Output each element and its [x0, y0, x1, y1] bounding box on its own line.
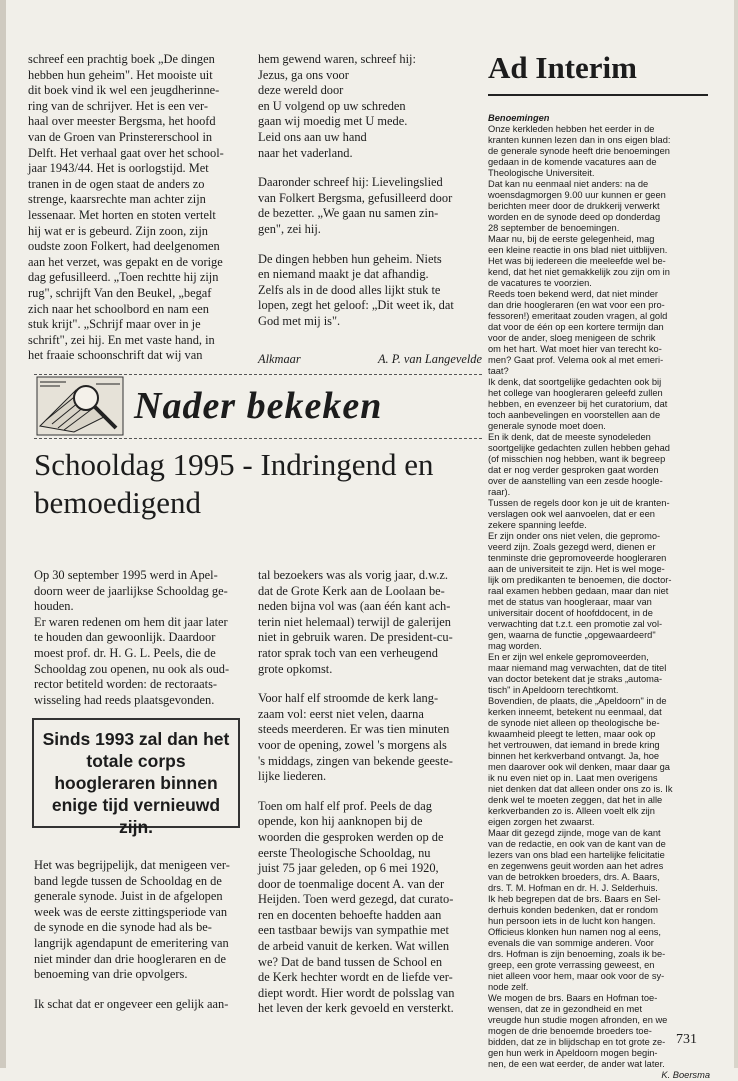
- text-line: tenminste drie gepromoveerde hoogleraren: [488, 553, 667, 563]
- text-line: eerste Theologische Schooldag, nu: [258, 845, 431, 860]
- text-line: gen hun werk in Apeldoorn mogen begin-: [488, 1048, 658, 1058]
- text-line: vreugde hun studie mogen afronden, en we: [488, 1015, 668, 1025]
- text-line: Toen om half elf prof. Peels de dag: [258, 798, 432, 813]
- text-line: verslagen ook wel aanvoelen, dat er een: [488, 509, 655, 519]
- page-binding-edge: [0, 0, 6, 1068]
- text-line: We mogen de brs. Baars en Hofman toe-: [488, 993, 658, 1003]
- text-line: men daarover ook wil denken, maar daar ga: [488, 762, 670, 772]
- text-line: neden bijna vol was (aan één kant ach-: [258, 599, 451, 614]
- text-line: Heijden. Toen werd gezegd, dat curato-: [258, 892, 454, 907]
- poem-intro: hem gewend waren, schreef hij:: [258, 52, 416, 66]
- text-line: het vertrouwen, dat iemand in brede kring: [488, 740, 660, 750]
- signature-place: Alkmaar: [258, 351, 301, 366]
- text-line: terin niet helemaal) terwijl de galerijen: [258, 614, 451, 629]
- text-line: dan drie hoogleraren (en wat voor een pro-: [488, 300, 665, 310]
- text-line: Het was begrijpelijk, dat menigeen ver-: [34, 858, 230, 872]
- paragraph: [34, 858, 244, 983]
- text-line: de arbeid vanuit de kerken. Wat willen: [258, 939, 450, 954]
- text-line: (of misschien nog hebben, want ik begreep: [488, 454, 666, 464]
- text-line: van doctor betekent dat je straks „automa-: [488, 674, 663, 684]
- text-line: stuk krijt". „Schrijf maar over in je: [28, 317, 201, 332]
- text-line: strenge, kaarsrechte man achter zijn: [28, 192, 206, 207]
- text-line: rator sprak toch van een verheugend: [258, 645, 438, 660]
- text-line: gaan wij moedig met U mede.: [258, 114, 408, 129]
- text-line: rug", schrijft Van den Beukel, „begaf: [28, 285, 212, 300]
- text-line: deze wereld door: [258, 83, 344, 98]
- text-line: een tastbaar bewijs van sympathie met: [258, 923, 449, 938]
- text-line: aan de universiteit te zijn. Het is wel moge-: [488, 564, 665, 574]
- text-line: het fraaie schoonschrift dat wij van: [28, 348, 203, 363]
- text-line: Ik schat dat er ongeveer een gelijk aan-: [34, 996, 229, 1011]
- text-line: Tussen de regels door kon je uit de kranten-: [488, 498, 670, 508]
- text-line: Voor half elf stroomde de kerk lang-: [258, 691, 439, 706]
- article-top-mid-column: [258, 52, 482, 367]
- text-line: van Folkert Bergsma, gefusilleerd door: [258, 190, 453, 205]
- text-line: voor de ander, sloeg menigeen de schrik: [488, 333, 656, 343]
- text-line: greep, een grote verrassing geweest, en: [488, 960, 655, 970]
- page-number: 731: [676, 1032, 697, 1047]
- text-line: derhuis konden bedenken, dat er rondom: [488, 905, 659, 915]
- text-line: veerd zijn. Zoals gezegd werd, dienen er: [488, 542, 656, 552]
- text-line: Daaronder schreef hij: Lievelingslied: [258, 175, 443, 190]
- text-line: Er zijn onder ons niet velen, die gepromo-: [488, 531, 661, 541]
- text-line: God met mij is".: [258, 313, 341, 328]
- text-line: en zegenwens geuit worden aan het adres: [488, 861, 664, 871]
- text-line: grote opkomst.: [258, 661, 333, 676]
- text-line: berichten meer door de drukkerij verwerkt: [488, 201, 660, 211]
- text-line: dag gefusilleerd. „Toen rechtte hij zijn: [28, 270, 219, 285]
- text-line: Maar nu, bij de eerste gelegenheid, mag: [488, 234, 655, 244]
- text-line: Bovendien, de plaats, die „Apeldoorn" in de: [488, 696, 667, 706]
- ad-interim-column: [488, 113, 710, 1081]
- paragraph: [34, 568, 244, 708]
- text-line: aan het verzet, was gepakt en de vorige: [28, 254, 223, 269]
- text-line: van de betrokken broeders, drs. A. Baars,: [488, 872, 660, 882]
- paragraph: [258, 252, 482, 330]
- text-line: Delft. Het verhaal gaat over het school-: [28, 145, 224, 160]
- text-line: drs. Hofman is zijn benoeming, zoals ik be-: [488, 949, 666, 959]
- text-line: voor de opening, zowel 's morgens als: [258, 737, 447, 752]
- text-line: hun persoon iets in de lucht kon hangen.: [488, 916, 656, 926]
- text-line: de generale synode heeft drie benoemingen: [488, 146, 670, 156]
- text-line: ren en docenten behoefte hadden aan: [258, 907, 442, 922]
- text-line: Schooldag zou openen, nu ook als oud-: [34, 661, 230, 676]
- article-column-2: [258, 568, 476, 1017]
- article-column-1-continued: [34, 858, 244, 1012]
- text-line: toch aanbevelingen en voorstellen aan de: [488, 410, 661, 420]
- text-line: kwaamheid pleegt te letten, maar ook op: [488, 729, 656, 739]
- text-line: benoeming van drie opvolgers.: [34, 967, 188, 982]
- text-line: tal bezoekers was als vorig jaar, d.w.z.: [258, 568, 448, 582]
- nader-bekeken-banner: [34, 372, 482, 440]
- text-line: generale synode moet doen.: [488, 421, 606, 431]
- text-line: gen, waarna de functie „opgewaardeerd": [488, 630, 656, 640]
- text-line: over de aanstelling van een zesde hoogle-: [488, 476, 663, 486]
- paragraph: [258, 799, 476, 1017]
- text-line: men? Gaat prof. Velema ook al met emeri-: [488, 355, 664, 365]
- text-line: dat er nog verder gesproken gaat worden: [488, 465, 659, 475]
- text-line: een kleine reactie in ons blad niet uitblijven.: [488, 245, 668, 255]
- text-line: zaam vol: eerst niet velen, daarna: [258, 706, 424, 721]
- text-line: tisch" in Apeldoorn terechtkomt.: [488, 685, 619, 695]
- signature-author: A. P. van Langevelde: [377, 351, 482, 366]
- text-line: hebben hun geheim". Het mooiste uit: [28, 67, 213, 82]
- paragraph: [258, 691, 476, 785]
- text-line: woensdagmorgen 9.00 uur kunnen er geen: [488, 190, 666, 200]
- text-line: node zelf.: [488, 982, 529, 992]
- text-line: niet denken dat dat alleen onder ons zo is. Ik: [488, 784, 673, 794]
- text-line: 28 september de benoemingen.: [488, 223, 620, 233]
- text-line: Theologische Universiteit.: [488, 168, 595, 178]
- text-line: mag worden.: [488, 641, 542, 651]
- text-line: Dat kan nu eenmaal niet anders: na de: [488, 179, 649, 189]
- text-line: hebben, en evenzeer bij het curatorium, dat: [488, 399, 668, 409]
- text-line: En er zijn wel enkele gepromoveerden,: [488, 652, 649, 662]
- text-line: denk wel te moeten zeggen, dat het in alle: [488, 795, 663, 805]
- text-line: band legde tussen de Schooldag en de: [34, 873, 222, 888]
- text-line: doorn weer de jaarlijkse Schooldag ge-: [34, 583, 228, 598]
- text-line: schrift", zei hij. En met vaste hand, in: [28, 332, 215, 347]
- text-line: eigen zorgen het zwaarst.: [488, 817, 595, 827]
- text-line: zekere spanning leefde.: [488, 520, 587, 530]
- text-line: Er waren redenen om hem dit jaar later: [34, 614, 228, 629]
- article-column-1: [34, 568, 244, 708]
- text-line: Onze kerkleden hebben het eerder in de: [488, 124, 655, 134]
- text-line: nen, de een wat eerder, de ander wat later.: [488, 1059, 665, 1069]
- text-line: het college van hoogleraren geleefd zullen: [488, 388, 663, 398]
- text-line: kend, dat het niet gemakkelijk zou zijn om in: [488, 267, 670, 277]
- text-line: binnen het kerkverband ontvangt. Ja, hoe: [488, 751, 660, 761]
- text-line: diept wordt. Hier wordt de polsslag van: [258, 985, 455, 1000]
- magnifier-illustration: [36, 376, 124, 436]
- text-line: zich naar het schoolbord en nam een: [28, 301, 209, 316]
- section-heading: Benoemingen: [488, 113, 550, 123]
- text-line: gedaan in de komende vacatures aan de: [488, 157, 657, 167]
- text-line: kranten kunnen lezen dan in ons eigen blad:: [488, 135, 671, 145]
- text-line: fessoren!) emeritaat zouden vragen, al gold: [488, 311, 668, 321]
- text-line: wisseling had reeds plaatsgevonden.: [34, 692, 215, 707]
- text-line: lezers van ons blad een hartelijke felicitatie: [488, 850, 665, 860]
- text-line: woorden die gesproken werden op de: [258, 829, 444, 844]
- text-line: rector betiteld worden: de rectoraats-: [34, 677, 218, 692]
- text-line: kerken inneemt, betekent nu eenmaal, dat: [488, 707, 662, 717]
- text-line: mogen de drie benoemde broeders toe-: [488, 1026, 652, 1036]
- text-line: soortgelijke gedachten zullen hebben gehad: [488, 443, 670, 453]
- text-line: taat?: [488, 366, 509, 376]
- text-line: de synode en die synode had als be-: [34, 920, 212, 935]
- paragraph: [258, 568, 476, 677]
- text-line: lessenaar. Met horten en stoten vertelt: [28, 207, 216, 222]
- text-line: generale synode. Juist in de afgelopen: [34, 889, 223, 904]
- text-line: 's middags, zingen van bekende geeste-: [258, 753, 453, 768]
- text-lines: [28, 52, 250, 364]
- text-line: ik nu even niet op in. Laat men overigens: [488, 773, 658, 783]
- text-line: Jezus, ga ons voor: [258, 67, 349, 82]
- text-line: van de Groen van Prinstererschool in: [28, 129, 213, 144]
- text-line: we? Dat de band tussen de School en: [258, 954, 443, 969]
- article-headline: Schooldag 1995 - Indringend en bemoedigend: [34, 447, 434, 520]
- text-line: de vacatures te voorzien.: [488, 278, 592, 288]
- text-line: worden en de synode deed op donderdag: [488, 212, 661, 222]
- text-line: moest prof. dr. H. G. L. Peels, die de: [34, 645, 216, 660]
- text-line: kerkverbanden zo is. Alleen voelt elk zijn: [488, 806, 655, 816]
- text-line: raar).: [488, 487, 511, 497]
- text-line: houden.: [34, 599, 74, 614]
- text-line: raal examen hebben gedaan, maar dan niet: [488, 586, 669, 596]
- text-line: opende, kon hij aanknopen bij de: [258, 814, 423, 829]
- text-line: naar het vaderland.: [258, 145, 353, 160]
- text-line: jaar 1943/44. Het is oorlogstijd. Met: [28, 161, 209, 176]
- article-signature: [258, 352, 482, 368]
- text-line: lijk om predikanten te benoemen, die doctor-: [488, 575, 672, 585]
- ad-interim-text: [488, 124, 710, 1070]
- text-line: Ik heb begrepen dat de brs. Baars en Sel-: [488, 894, 661, 904]
- text-line: verwachting dat t.z.t. een promotie zal vol-: [488, 619, 663, 629]
- text-line: dat de Grote Kerk aan de Loolaan be-: [258, 583, 445, 598]
- ad-interim-signature: K. Boersma: [661, 1070, 710, 1080]
- text-line: ring van de schrijver. Het is een ver-: [28, 98, 209, 113]
- text-line: Officieus klonken hun namen nog al eens,: [488, 927, 661, 937]
- text-line: te houden dan gewoonlijk. Daardoor: [34, 630, 216, 645]
- text-line: Zelfs als in de dood alles lijkt stuk te: [258, 282, 441, 297]
- text-line: door de toenmalige docent A. van der: [258, 876, 445, 891]
- text-line: niet minder dan drie hoogleraren en de: [34, 951, 226, 966]
- text-line: Maar dit gezegd zijnde, moge van de kant: [488, 828, 661, 838]
- text-line: bidden, dat ze in blijdschap en tot grote ze-: [488, 1037, 666, 1047]
- paragraph: [258, 175, 482, 237]
- text-line: Reeds toen bekend werd, dat niet minder: [488, 289, 659, 299]
- text-line: steeds meerderen. Er was tien minuten: [258, 722, 450, 737]
- article-top-left-column: [28, 52, 250, 364]
- text-line: dit boek vind ik wel een jeugdherinne-: [28, 83, 220, 98]
- page-right-edge: [734, 0, 738, 1068]
- text-line: En ik denk, dat de meeste synodeleden: [488, 432, 651, 442]
- text-line: lijke liederen.: [258, 769, 327, 784]
- text-line: dat voor de één op een kortere termijn dan: [488, 322, 664, 332]
- text-line: lopen, zegt het geloof: „Dit weet ik, dat: [258, 298, 454, 313]
- text-line: om het hart. Wat moet hier van terecht ko-: [488, 344, 662, 354]
- text-line: niet in gebruik waren. De president-cu-: [258, 630, 453, 645]
- text-line: gen", zei hij.: [258, 221, 321, 236]
- banner-rule-top: [34, 374, 482, 375]
- text-line: met de status van hoogleraar, maar van: [488, 597, 652, 607]
- text-line: en niemand maakt je dat afhandig.: [258, 267, 429, 282]
- text-line: wensen, dat ze in gezondheid en met: [488, 1004, 643, 1014]
- ad-interim-title: Ad Interim: [488, 50, 708, 96]
- text-line: het leven der kerk gevoeld en versterkt.: [258, 1001, 454, 1016]
- text-line: schreef een prachtig boek „De dingen: [28, 52, 215, 66]
- text-line: de bezetter. „We gaan nu samen zin-: [258, 206, 439, 221]
- text-line: maar niemand mag verwachten, dat de titel: [488, 663, 667, 673]
- text-line: haal over meester Bergsma, het hoofd: [28, 114, 216, 129]
- text-line: niet alleen voor hem, maar ook voor de sy-: [488, 971, 665, 981]
- nader-bekeken-title: Nader bekeken: [134, 385, 383, 427]
- text-line: van de redactie, en ook van de kant van de: [488, 839, 666, 849]
- pull-quote: Sinds 1993 zal dan het totale corps hoogleraren binnen enige tijd vernieuwd zijn.: [32, 718, 240, 828]
- text-line: hij wat er is gebeurd. Zijn zoon, zijn: [28, 223, 208, 238]
- text-line: Het was bij iedereen die meeleefde wel be-: [488, 256, 666, 266]
- text-line: drs. T. M. Hofman en dr. H. J. Selderhuis.: [488, 883, 658, 893]
- text-line: oudste zoon Folkert, had deelgenomen: [28, 239, 220, 254]
- text-line: Leid ons aan uw hand: [258, 129, 367, 144]
- text-line: Ik denk, dat soortgelijke gedachten ook bij: [488, 377, 662, 387]
- text-line: tranen in de ogen staat de anders zo: [28, 176, 205, 191]
- text-line: De dingen hebben hun geheim. Niets: [258, 251, 442, 266]
- banner-rule-bottom: [34, 438, 482, 439]
- text-line: de synode niet alleen op theologische be-: [488, 718, 660, 728]
- text-line: de Kerk hechter wordt en de liefde ver-: [258, 970, 453, 985]
- text-line: Op 30 september 1995 werd in Apel-: [34, 568, 218, 582]
- text-line: week was de eerste zittingsperiode van: [34, 904, 228, 919]
- text-line: universitair docent of hoofddocent, in de: [488, 608, 653, 618]
- paragraph: [34, 997, 244, 1013]
- text-line: en U volgend op uw schreden: [258, 98, 406, 113]
- text-line: evenals die van sommige anderen. Voor: [488, 938, 654, 948]
- text-line: langrijk agendapunt de emeritering van: [34, 935, 229, 950]
- text-line: juist 75 jaar geleden, op 6 mei 1920,: [258, 861, 439, 876]
- poem: [258, 68, 482, 162]
